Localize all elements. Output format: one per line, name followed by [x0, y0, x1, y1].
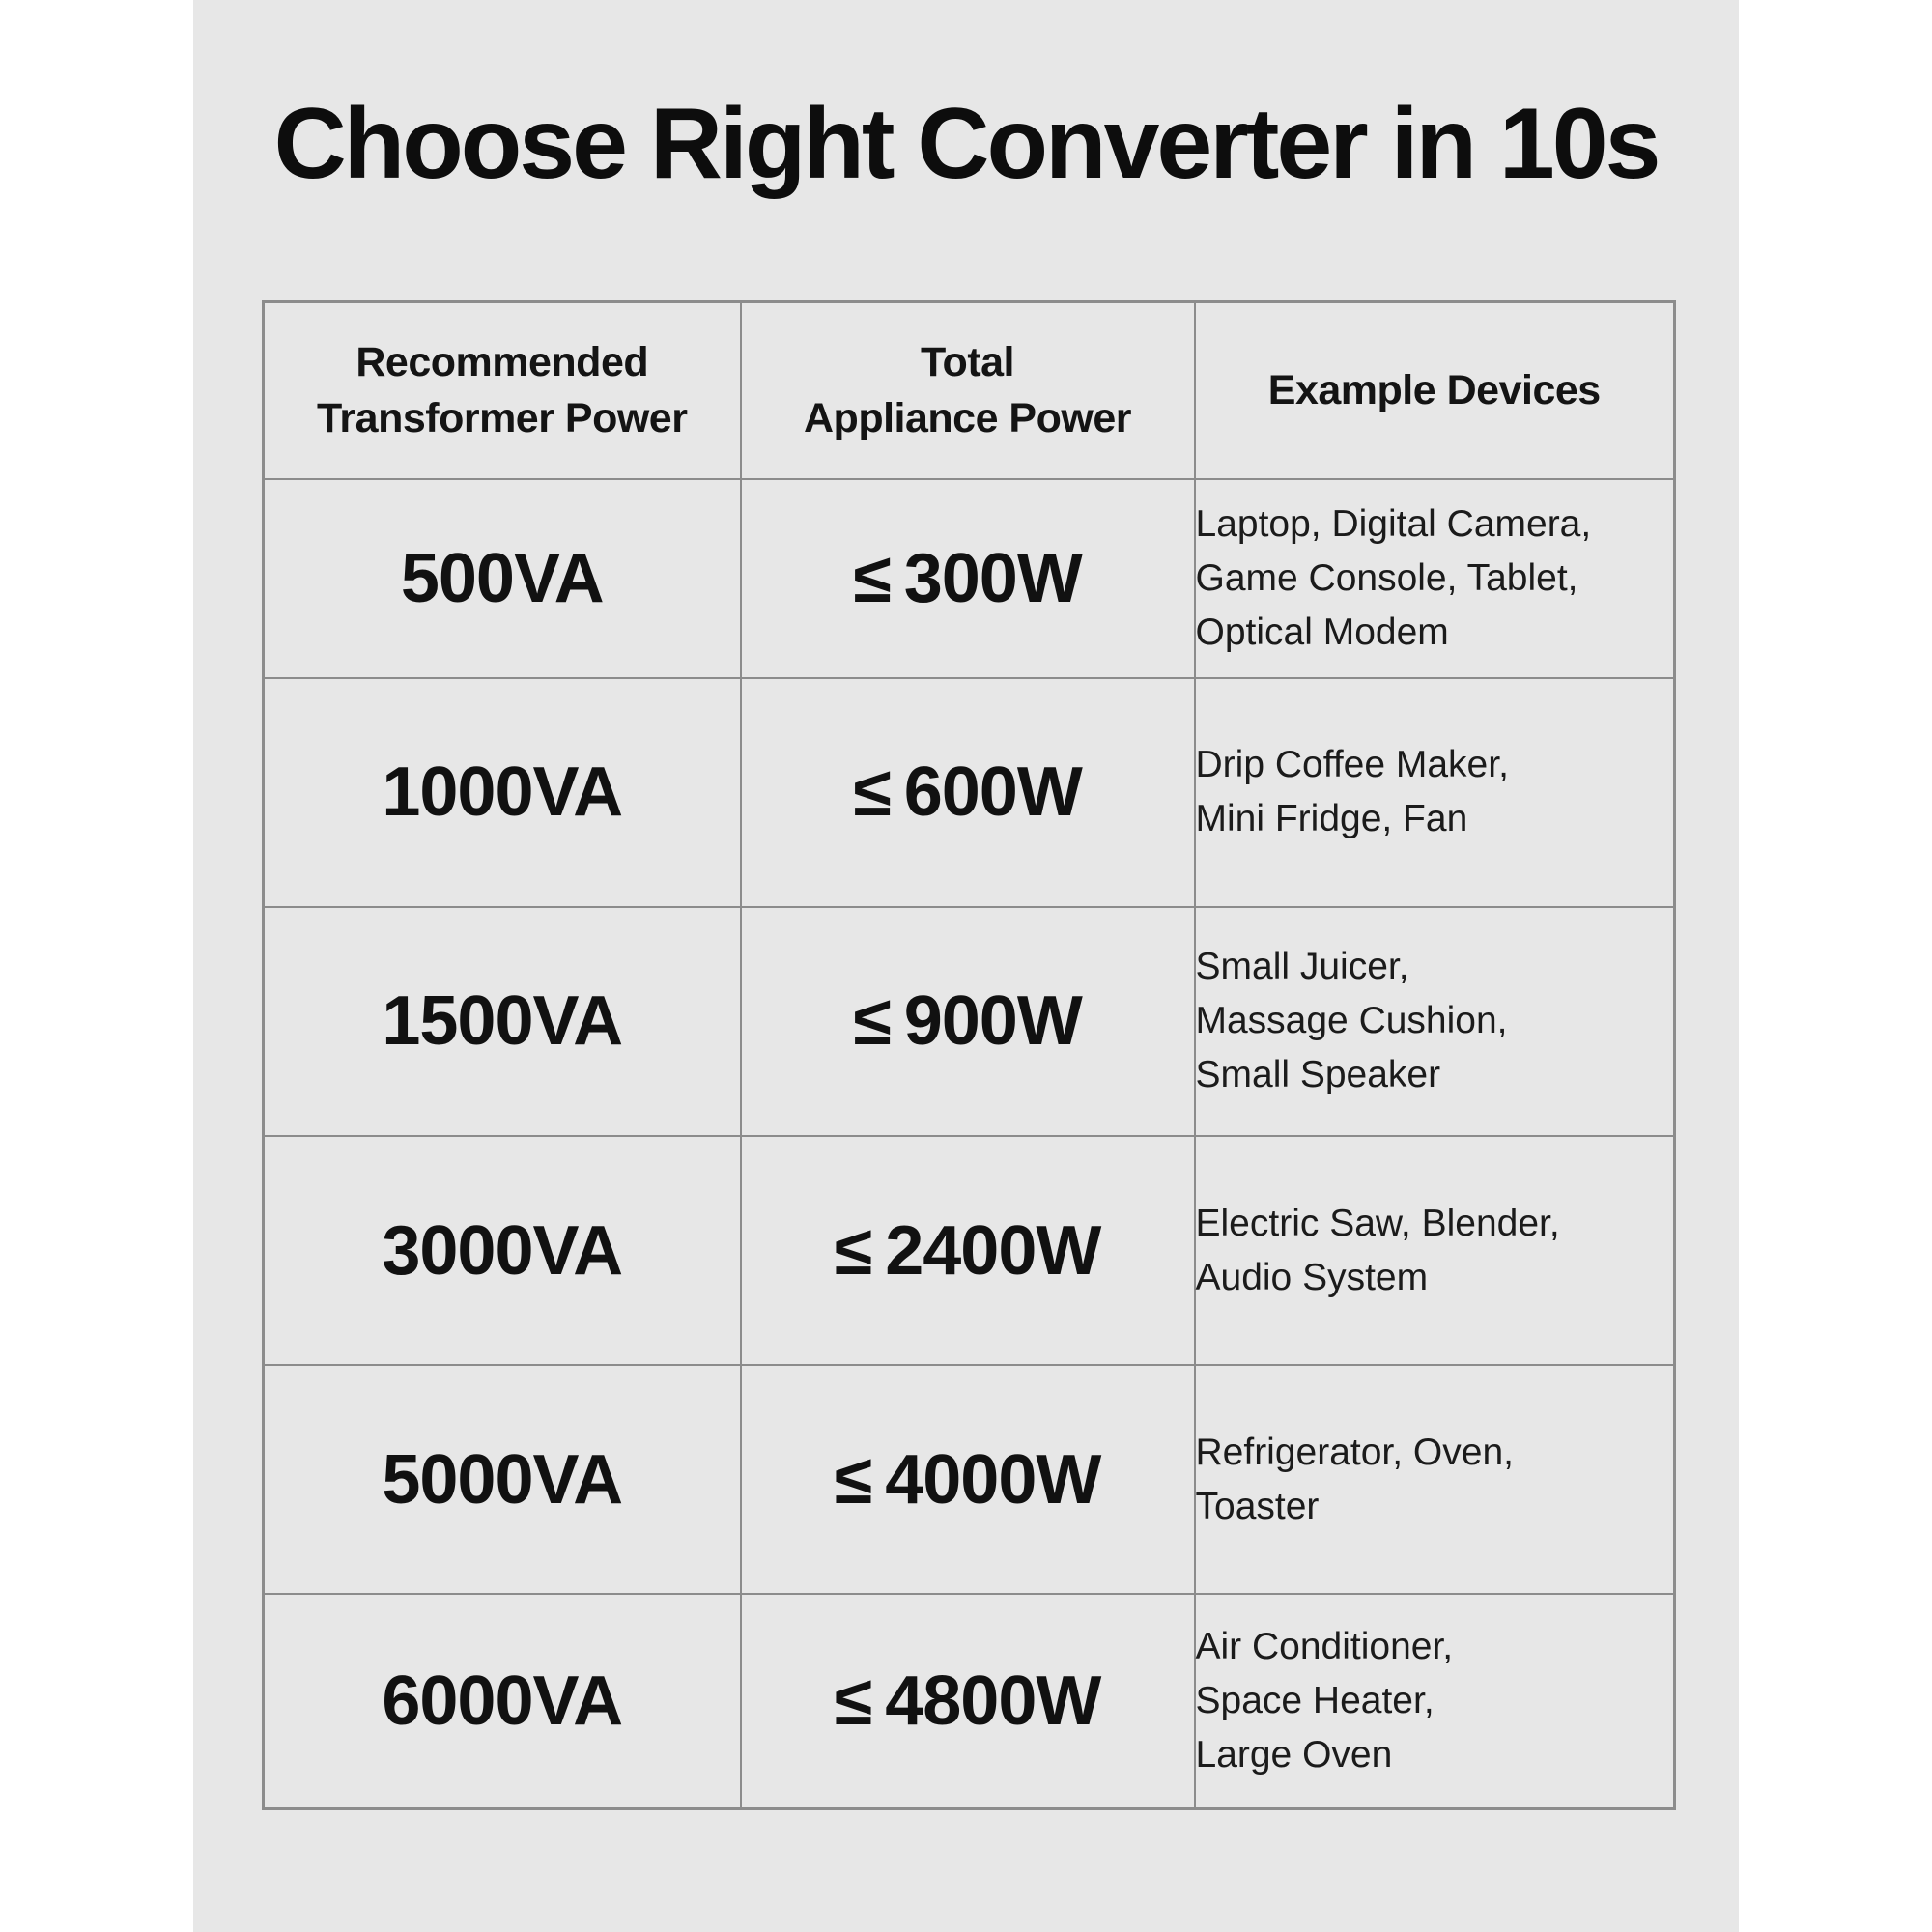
device-line: Small Juicer,: [1195, 946, 1409, 988]
appliance-power-cell: [741, 907, 1195, 1136]
device-line: Drip Coffee Maker,: [1195, 744, 1509, 786]
less-equal-symbol: ≤: [834, 1211, 872, 1290]
converter-guide-panel: [193, 0, 1739, 1932]
device-line: Air Conditioner,: [1195, 1626, 1454, 1668]
header-line: Total: [920, 339, 1015, 386]
example-devices-cell: [1195, 1594, 1675, 1808]
table-header-row: [264, 302, 1675, 479]
transformer-power-cell: 3000VA: [264, 1136, 741, 1365]
less-equal-symbol: ≤: [834, 1440, 872, 1519]
page-title: Choose Right Converter in 10s: [273, 88, 1659, 200]
watts-value: 300W: [903, 539, 1082, 617]
less-equal-symbol: ≤: [853, 539, 891, 617]
appliance-power-cell: [741, 479, 1195, 678]
less-equal-symbol: ≤: [853, 753, 891, 832]
watts-value: 900W: [903, 982, 1082, 1061]
less-equal-symbol: ≤: [834, 1662, 872, 1741]
appliance-power-cell: [741, 1136, 1195, 1365]
header-total-appliance-power: [741, 302, 1195, 479]
watts-value: 4800W: [885, 1662, 1101, 1741]
appliance-power-cell: [741, 678, 1195, 907]
header-example-devices: [1195, 302, 1675, 479]
header-line: Example Devices: [1267, 367, 1601, 414]
device-line: Large Oven: [1195, 1734, 1393, 1776]
device-line: Refrigerator, Oven,: [1195, 1431, 1514, 1473]
header-line: Appliance Power: [804, 395, 1131, 442]
device-line: Toaster: [1195, 1485, 1320, 1527]
table-row: [264, 907, 1675, 1136]
table-row: [264, 479, 1675, 678]
watts-value: 4000W: [885, 1440, 1101, 1519]
less-equal-symbol: ≤: [853, 982, 891, 1061]
example-devices-cell: [1195, 678, 1675, 907]
table-row: [264, 1136, 1675, 1365]
example-devices-cell: [1195, 1136, 1675, 1365]
transformer-power-cell: 6000VA: [264, 1594, 741, 1808]
device-line: Optical Modem: [1195, 611, 1449, 653]
device-line: Laptop, Digital Camera,: [1195, 502, 1592, 545]
device-line: Mini Fridge, Fan: [1195, 798, 1468, 840]
table-row: [264, 1594, 1675, 1808]
device-line: Game Console, Tablet,: [1195, 556, 1578, 599]
table-row: [264, 678, 1675, 907]
header-line: Recommended: [355, 339, 649, 386]
converter-table: [262, 300, 1676, 1810]
watts-value: 600W: [903, 753, 1082, 832]
watts-value: 2400W: [885, 1211, 1101, 1290]
device-line: Space Heater,: [1195, 1680, 1435, 1722]
transformer-power-cell: 1000VA: [264, 678, 741, 907]
transformer-power-cell: 500VA: [264, 479, 741, 678]
device-line: Electric Saw, Blender,: [1195, 1202, 1560, 1244]
table-row: [264, 1365, 1675, 1594]
example-devices-cell: [1195, 907, 1675, 1136]
device-line: Audio System: [1195, 1256, 1429, 1298]
device-line: Small Speaker: [1195, 1054, 1441, 1096]
transformer-power-cell: 5000VA: [264, 1365, 741, 1594]
appliance-power-cell: [741, 1594, 1195, 1808]
header-recommended-transformer-power: [264, 302, 741, 479]
example-devices-cell: [1195, 1365, 1675, 1594]
example-devices-cell: [1195, 479, 1675, 678]
device-line: Massage Cushion,: [1195, 1000, 1508, 1042]
appliance-power-cell: [741, 1365, 1195, 1594]
transformer-power-cell: 1500VA: [264, 907, 741, 1136]
header-line: Transformer Power: [317, 395, 688, 442]
